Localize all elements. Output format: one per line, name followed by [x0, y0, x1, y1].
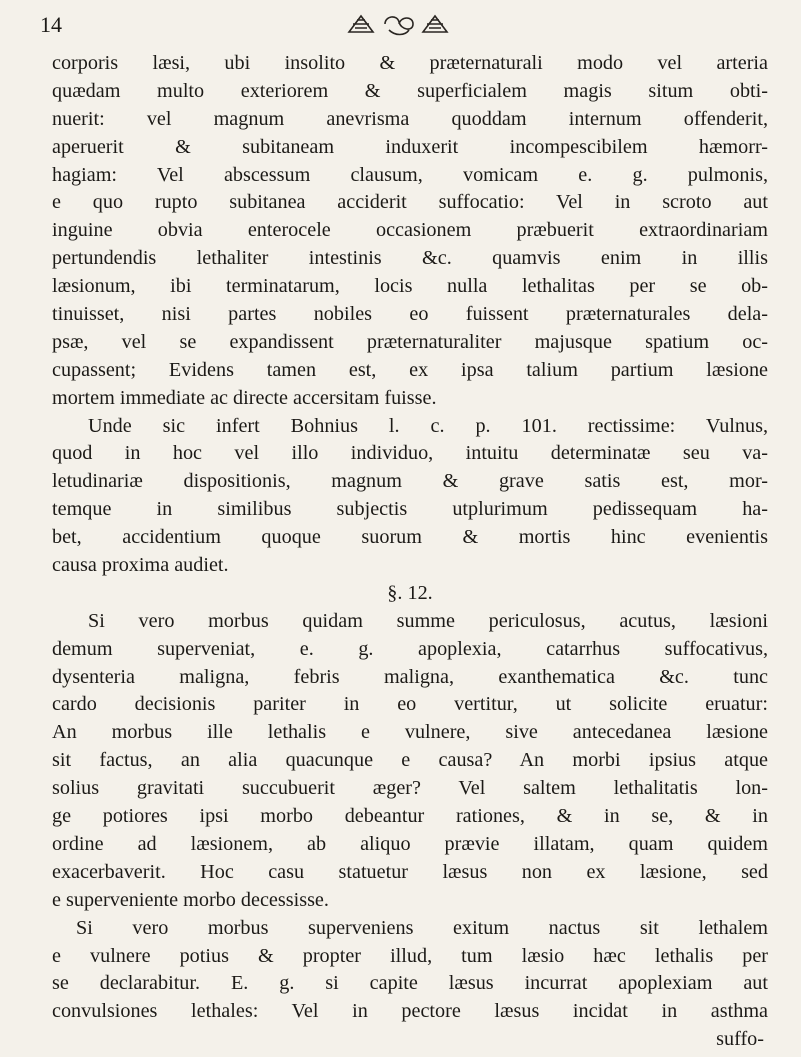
catchword: suffo- — [716, 1028, 764, 1051]
text-line: ordine ad læsionem, ab aliquo prævie illatam, quam quidem — [52, 832, 768, 855]
text-line: Si vero morbus superveniens exitum nactus sit lethalem — [76, 916, 768, 939]
text-line: quædam multo exteriorem & superficialem magis situm obti- — [52, 79, 768, 102]
text-line: An morbus ille lethalis e vulnere, sive antecedanea læsione — [52, 721, 768, 744]
text-line: corporis læsi, ubi insolito & præternaturali modo vel arteria — [52, 52, 768, 74]
text-line: exacerbaverit. Hoc casu statuetur læsus non ex læsione, sed — [52, 860, 768, 883]
text-line: convulsiones lethales: Vel in pectore læsus incidat in asthma — [52, 1000, 768, 1023]
text-line: e quo rupto subitanea acciderit suffocatio: Vel in scroto aut — [52, 191, 768, 214]
text-line: Unde sic infert Bohnius l. c. p. 101. rectissime: Vulnus, — [88, 414, 768, 437]
text-line: demum superveniat, e. g. apoplexia, catarrhus suffocativus, — [52, 637, 768, 660]
text-line: sit factus, an alia quacunque e causa? An morbi ipsius atque — [52, 749, 768, 772]
text-line: aperuerit & subitaneam induxerit incompescibilem hæmorr- — [52, 135, 768, 158]
page-header — [40, 8, 760, 44]
text-line: causa proxima audiet. — [52, 554, 229, 577]
text-line: solius gravitati succubuerit æger? Vel saltem lethalitatis lon- — [52, 777, 768, 800]
fleuron-ornament-icon — [343, 8, 453, 40]
text-line: cardo decisionis pariter in eo vertitur, ut solicite eruatur: — [52, 693, 768, 716]
text-line: nuerit: vel magnum anevrisma quoddam internum offenderit, — [52, 107, 768, 130]
body-text — [52, 50, 768, 1054]
text-line: cupassent; Evidens tamen est, ex ipsa talium partium læsione — [52, 358, 768, 381]
text-line: mortem immediate ac directe accersitam fuisse. — [52, 386, 437, 409]
text-line: bet, accidentium quoque suorum & mortis hinc evenientis — [52, 526, 768, 549]
text-line: quod in hoc vel illo individuo, intuitu determinatæ seu va- — [52, 442, 768, 465]
text-line: læsionum, ibi terminatarum, locis nulla lethalitas per se ob- — [52, 275, 768, 298]
text-line: Si vero morbus quidam summe periculosus, acutus, læsioni — [88, 609, 768, 632]
text-line: tinuisset, nisi partes nobiles eo fuissent præternaturales dela- — [52, 303, 768, 326]
text-line: ge potiores ipsi morbo debeantur rationes, & in se, & in — [52, 805, 768, 828]
text-line: pertundendis lethaliter intestinis &c. quamvis enim in illis — [52, 247, 768, 270]
section-heading: §. 12. — [387, 581, 433, 604]
text-line: letudinariæ dispositionis, magnum & grave satis est, mor- — [52, 470, 768, 493]
page-number: 14 — [40, 12, 62, 37]
text-line: e superveniente morbo decessisse. — [52, 888, 329, 911]
text-line: se declarabitur. E. g. si capite læsus incurrat apoplexiam aut — [52, 972, 768, 995]
text-line: hagiam: Vel abscessum clausum, vomicam e. g. pulmonis, — [52, 163, 768, 186]
text-line: dysenteria maligna, febris maligna, exanthematica &c. tunc — [52, 665, 768, 688]
text-line: e vulnere potius & propter illud, tum læsio hæc lethalis per — [52, 944, 768, 967]
text-line: psæ, vel se expandissent præternaturaliter majusque spatium oc- — [52, 330, 768, 353]
text-line: temque in similibus subjectis utplurimum pedissequam ha- — [52, 498, 768, 521]
text-line: inguine obvia enterocele occasionem præbuerit extraordinariam — [52, 219, 768, 242]
